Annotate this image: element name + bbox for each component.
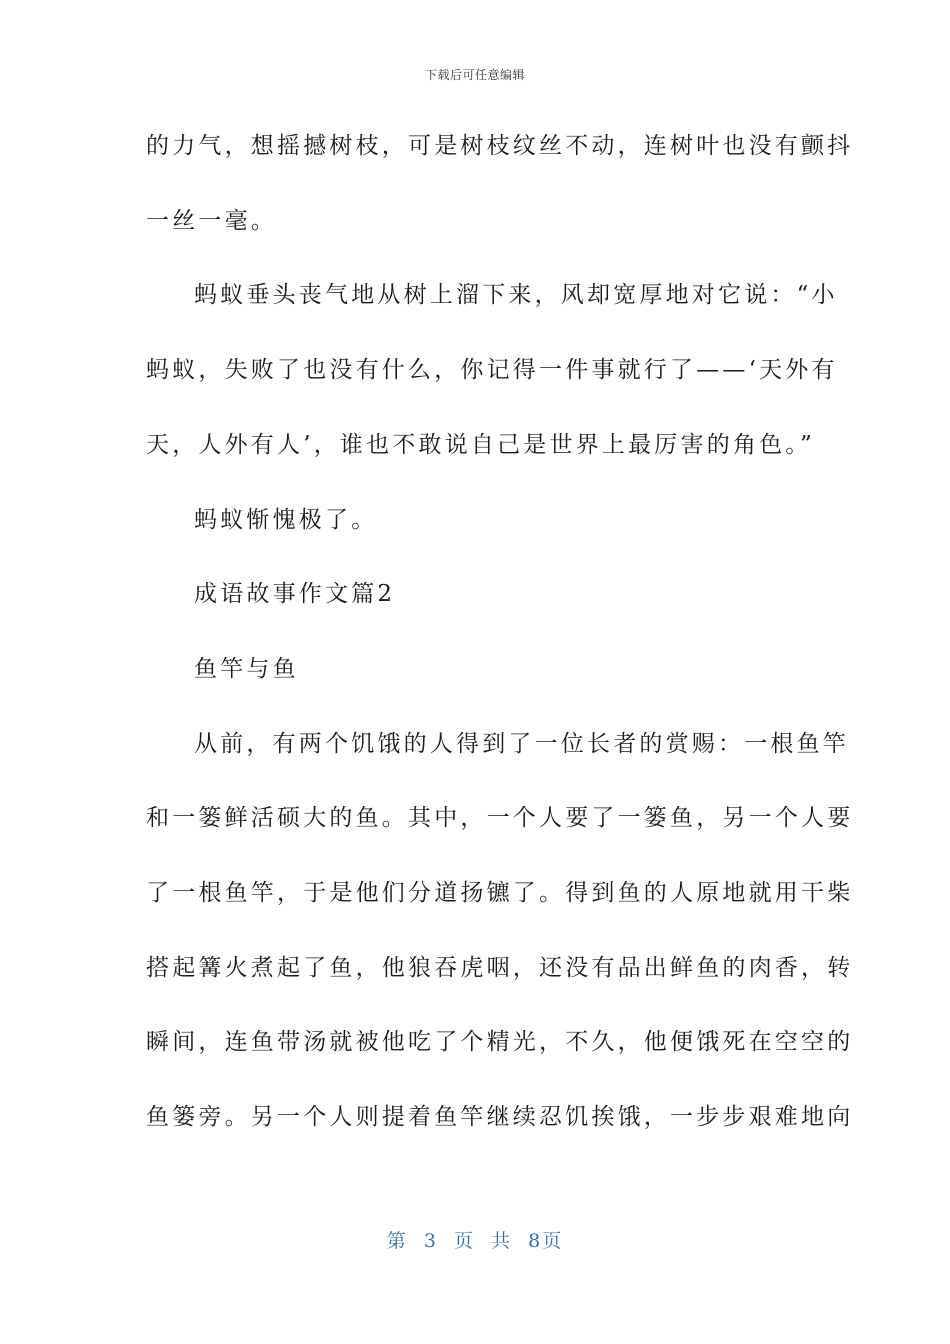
text-line: 鱼篓旁。另一个人则提着鱼竿继续忍饥挨饿，一步步艰难地向 [146, 1104, 854, 1130]
text-line: 搭起篝火煮起了鱼，他狼吞虎咽，还没有品出鲜鱼的肉香，转 [146, 955, 854, 981]
text-line: 了一根鱼竿，于是他们分道扬镳了。得到鱼的人原地就用干柴 [146, 880, 854, 906]
text-line: 蚂蚁，失败了也没有什么，你记得一件事就行了——‘天外有 [146, 357, 838, 383]
footer-current-page: 3 [423, 1230, 438, 1252]
text-line: 天，人外有人’，谁也不敢说自己是世界上最厉害的角色。” [146, 432, 815, 458]
text-line: 蚂蚁惭愧极了。 [194, 507, 378, 533]
text-line: 瞬间，连鱼带汤就被他吃了个精光，不久，他便饿死在空空的 [146, 1029, 854, 1055]
footer-total-word: 共 [491, 1230, 513, 1252]
text-line: 从前，有两个饥饿的人得到了一位长者的赏赐：一根鱼竿 [194, 731, 849, 757]
text-line: 的力气，想摇撼树枝，可是树枝纹丝不动，连树叶也没有颤抖 [146, 133, 854, 159]
text-line: 和一篓鲜活硕大的鱼。其中，一个人要了一篓鱼，另一个人要 [146, 805, 854, 831]
story-title: 鱼竿与鱼 [194, 656, 299, 682]
footer-total-pages: 8页 [528, 1230, 564, 1252]
section-heading: 成语故事作文篇2 [194, 581, 396, 607]
text-line: 蚂蚁垂头丧气地从树上溜下来，风却宽厚地对它说：“小 [194, 282, 838, 308]
page-header: 下载后可任意编辑 [424, 68, 525, 82]
text-line: 一丝一毫。 [146, 208, 277, 234]
footer-page-word: 页 [453, 1230, 475, 1252]
page-footer [0, 1226, 950, 1253]
footer-prefix: 第 [386, 1230, 408, 1252]
